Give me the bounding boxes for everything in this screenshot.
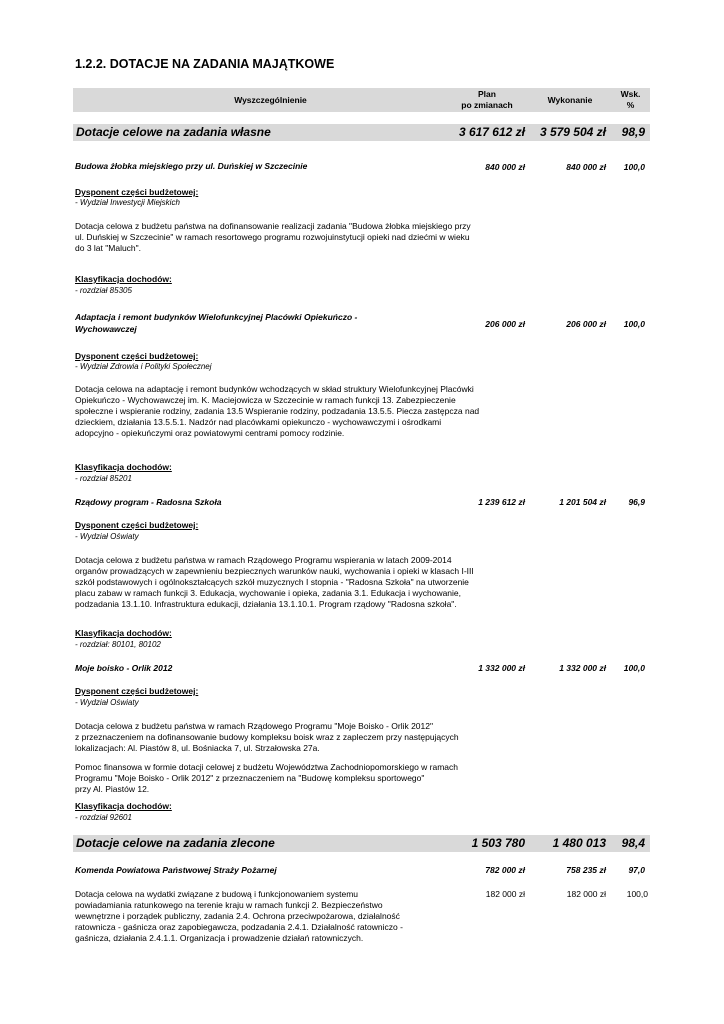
item-exec: 840 000 zł (566, 162, 606, 172)
item-description: Dotacja celowa na wydatki związane z budową i funkcjonowaniem systemu powiadamiania ratunkowego na terenie kraju w ramach funkcji 2. Bezpieczeństwo wewnętrzne i porządek publiczny, zadania 2.4. Ochrona przeciwpożarowa, działalność ratownicza - gaśnicza oraz zapobiegawcza, podzadania 2.4.1. Działalność ratowniczo - gaśnicza, działania 2.4.1.1. Organizacja i prowadzenie działań ratowniczych. (75, 889, 403, 943)
section-exec: 3 579 504 zł (539, 125, 606, 139)
classification-label: Klasyfikacja dochodów: (75, 628, 172, 638)
header-index-line1: Wsk. (620, 89, 641, 99)
dispatcher-label: Dysponent części budżetowej: (75, 351, 199, 361)
header-plan-line1: Plan (478, 89, 496, 99)
classification-label: Klasyfikacja dochodów: (75, 462, 172, 472)
section-commissioned-tasks (73, 835, 650, 852)
item-name-line1: Adaptacja i remont budynków Wielofunkcyjnej Placówki Opiekuńczo - (75, 312, 358, 322)
dispatcher-value: - Wydział Zdrowia i Polityki Społecznej (75, 362, 212, 371)
item-index: 100,0 (623, 663, 645, 673)
item-description: Dotacja celowa na adaptację i remont budynków wchodzących w skład struktury Wielofunkcyjnej Placówki Opiekuńczo - Wychowawczej im. K. Maciejowicza w Szczecinie w ramach funkcji 13. Zabezpieczenie społeczne i wspieranie rodziny, zadania 13.5 Wspieranie rodziny, podzadania 13.5.5. Piecza zastępcza nad dzieckiem, działania 13.5.5.1. Nadzór nad placówkami opiekunczo - wychowawczymi i ośrodkami adopcyjno - opiekuńczymi oraz powiatowymi centrami pomocy rodzinie. (75, 384, 480, 438)
dispatcher-value: - Wydział Oświaty (75, 698, 139, 707)
section-label: Dotacje celowe na zadania zlecone (76, 836, 275, 850)
classification-value: - rozdział 92601 (75, 813, 132, 822)
classification-label: Klasyfikacja dochodów: (75, 801, 172, 811)
item-index: 100,0 (623, 162, 645, 172)
item-name-line2: Wychowawczej (75, 324, 137, 334)
header-description: Wyszczególnienie (234, 95, 307, 105)
item-plan: 782 000 zł (485, 865, 525, 875)
header-index-line2: % (626, 100, 635, 110)
section-own-tasks (73, 124, 650, 141)
classification-value: - rozdział: 80101, 80102 (75, 640, 161, 649)
item-description: Dotacja celowa z budżetu państwa w ramach Rządowego Programu wspierania w latach 2009-2014 organów prowadzących w zapewnieniu bezpiecznych warunków nauki, wychowania i opieki w klasach I-III szkół podstawowych i ogólnokształcących szkół muzycznych I stopnia - "Radosna Szkoła" na utworzenie placu zabaw w ramach funkcji 3. Edukacja, wychowanie i opieka, zadania 3.1. Edukacja i wychowanie, podzadania 13.1.10. Infrastruktura edukacji, działania 13.1.10.1. Program rządowy "Radosna szkoła". (75, 555, 474, 609)
item-name: Komenda Powiatowa Państwowej Straży Pożarnej (75, 865, 277, 875)
item-exec: 206 000 zł (566, 319, 606, 329)
item-description: Dotacja celowa z budżetu państwa na dofinansowanie realizacji zadania "Budowa żłobka miejskiego przy ul. Duńskiej w Szczecinie" w ramach resortowego programu rozwojuinstytucji opieki nad dziećmi w wieku do 3 lat "Maluch". (75, 221, 471, 253)
classification-value: - rozdział 85305 (75, 286, 132, 295)
item-name: Rządowy program - Radosna Szkoła (75, 497, 222, 507)
header-execution: Wykonanie (547, 95, 593, 105)
dispatcher-label: Dysponent części budżetowej: (75, 520, 199, 530)
section-label: Dotacje celowe na zadania własne (76, 125, 271, 139)
classification-value: - rozdział 85201 (75, 474, 132, 483)
item-description: Dotacja celowa z budżetu państwa w ramach Rządowego Programu "Moje Boisko - Orlik 2012" z przeznaczeniem na dofinansowanie budowy kompleksu boisk wraz z zapleczem przy następujących lokalizacjach: Al. Piastów 8, ul. Bośniacka 7, ul. Strzałowska 27a. (75, 721, 459, 753)
item-plan: 206 000 zł (485, 319, 525, 329)
subitem-exec: 182 000 zł (566, 889, 606, 899)
item-index: 100,0 (623, 319, 645, 329)
section-index: 98,4 (621, 836, 645, 850)
table-header (73, 88, 650, 112)
classification-label: Klasyfikacja dochodów: (75, 274, 172, 284)
section-exec: 1 480 013 (552, 836, 606, 850)
item-index: 96,9 (628, 497, 645, 507)
dispatcher-label: Dysponent części budżetowej: (75, 686, 199, 696)
page-title: 1.2.2. DOTACJE NA ZADANIA MAJĄTKOWE (75, 57, 335, 71)
item-plan: 1 239 612 zł (478, 497, 525, 507)
item-exec: 758 235 zł (566, 865, 606, 875)
item-exec: 1 201 504 zł (559, 497, 606, 507)
item-index: 97,0 (628, 865, 645, 875)
section-plan: 3 617 612 zł (458, 125, 525, 139)
section-plan: 1 503 780 (471, 836, 525, 850)
item-plan: 840 000 zł (485, 162, 525, 172)
item-name: Budowa żłobka miejskiego przy ul. Duńskiej w Szczecinie (75, 161, 308, 171)
dispatcher-value: - Wydział Inwestycji Miejskich (75, 198, 180, 207)
item-description-2: Pomoc finansowa w formie dotacji celowej z budżetu Województwa Zachodniopomorskiego w ramach Programu "Moje Boisko - Orlik 2012" z przeznaczeniem na "Budowę kompleksu sportowego" przy Al. Piastów 12. (75, 762, 458, 794)
item-exec: 1 332 000 zł (559, 663, 606, 673)
item-plan: 1 332 000 zł (478, 663, 525, 673)
section-index: 98,9 (621, 125, 645, 139)
subitem-index: 100,0 (626, 889, 648, 899)
item-name: Moje boisko - Orlik 2012 (75, 663, 173, 673)
subitem-plan: 182 000 zł (485, 889, 525, 899)
dispatcher-value: - Wydział Oświaty (75, 532, 139, 541)
dispatcher-label: Dysponent części budżetowej: (75, 187, 199, 197)
header-plan-line2: po zmianach (461, 100, 513, 110)
